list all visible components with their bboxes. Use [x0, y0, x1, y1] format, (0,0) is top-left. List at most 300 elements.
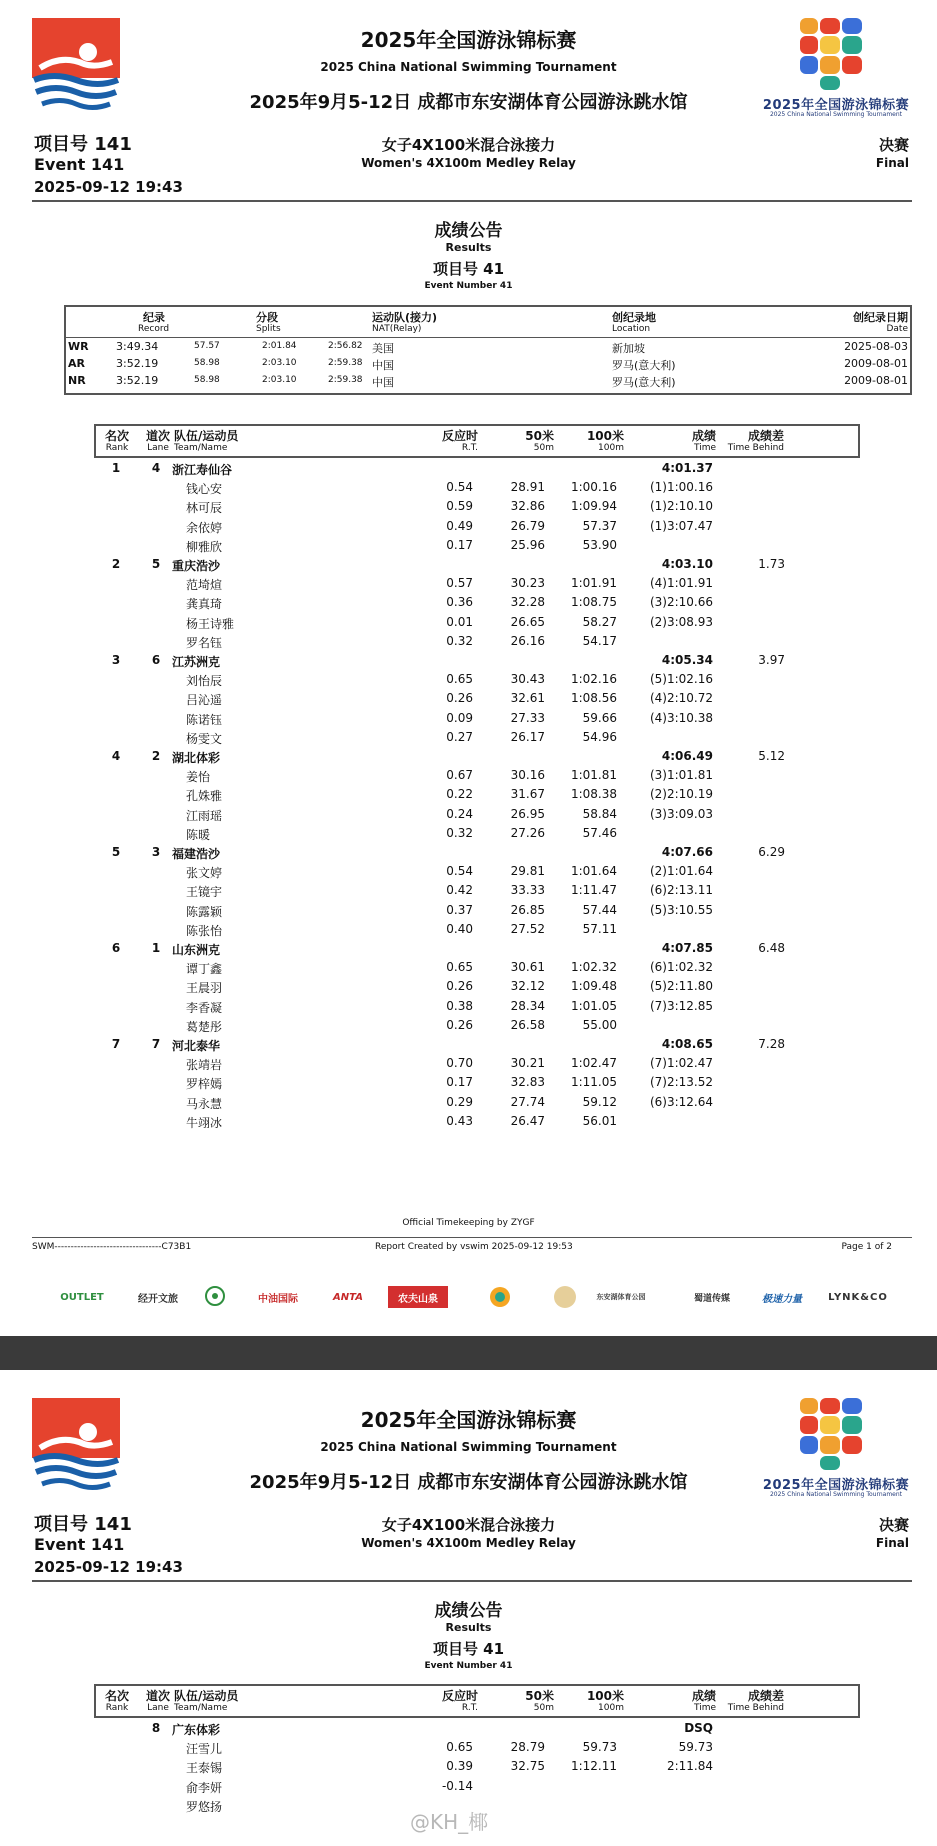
swimmer-row: [0, 1740, 937, 1759]
swimmer-name: 陈暖: [186, 827, 211, 842]
split-100m: 1:08.38: [570, 787, 617, 802]
event-datetime: 2025-09-12 19:43: [34, 1558, 183, 1576]
lane-header: 道次: [145, 429, 170, 443]
cumulative-time: (4)3:10.38: [649, 710, 713, 725]
title-en: 2025 China National Swimming Tournament: [320, 60, 617, 74]
team-time: DSQ: [684, 1721, 713, 1735]
time-behind: 6.48: [758, 941, 785, 955]
logo-subcaption: 2025 China National Swimming Tournament: [769, 111, 903, 118]
time-header-en: Time: [693, 443, 716, 453]
m50-header-en: 50m: [533, 1703, 554, 1713]
split-50m: 32.86: [510, 499, 545, 514]
cumulative-time: (5)2:11.80: [649, 979, 713, 994]
record-split-3: 2:59.38: [328, 375, 363, 385]
rank-header: 名次: [104, 1689, 129, 1703]
split-100m: 1:01.05: [570, 998, 617, 1013]
split-50m: 28.79: [510, 1740, 545, 1755]
record-location: 罗马(意大利): [612, 359, 676, 372]
swimmer-name: 王镜宇: [186, 885, 223, 900]
header-divider: [32, 1580, 912, 1582]
swimmer-name: 陈露颖: [186, 904, 223, 919]
sponsor-strip: [50, 1282, 895, 1312]
sponsor-zhongyou-logo: 中油国际: [258, 1293, 298, 1305]
split-100m: 1:11.47: [570, 883, 617, 898]
reaction-time: 0.29: [446, 1094, 473, 1109]
rt-header-en: R.T.: [461, 443, 478, 453]
team-row: [0, 461, 937, 480]
swimmer-row: [0, 672, 937, 691]
date-header: 创纪录日期: [853, 311, 908, 324]
swimmer-row: [0, 768, 937, 787]
event-no-en: Event Number 41: [424, 1661, 513, 1671]
swimmer-row: [0, 711, 937, 730]
record-split-1: 57.57: [194, 341, 220, 351]
swimmer-row: [0, 787, 937, 806]
split-100m: 54.17: [582, 633, 617, 648]
sponsor-speed-logo: 极速力量: [762, 1293, 802, 1305]
swimmer-row: [0, 615, 937, 634]
event-no-cn: 项目号 41: [432, 260, 505, 278]
rank-header-en: Rank: [105, 443, 129, 453]
split-100m: 1:09.94: [570, 499, 617, 514]
behind-header-en: Time Behind: [727, 1703, 784, 1713]
rec-header-en: Record: [138, 324, 170, 334]
time-header-en: Time: [693, 1703, 716, 1713]
results-title-cn: 成绩公告: [434, 221, 503, 241]
team-time: 4:01.37: [661, 461, 713, 475]
reaction-time: 0.24: [446, 806, 473, 821]
swimmer-name: 刘怡辰: [186, 674, 223, 689]
record-split-3: 2:59.38: [328, 358, 363, 368]
sponsor-shudao-logo: 蜀道传媒: [693, 1293, 730, 1304]
split-100m: 1:08.56: [570, 691, 617, 706]
split-50m: 25.96: [510, 537, 545, 552]
reaction-time: 0.65: [446, 672, 473, 687]
swimmer-name: 范埼煊: [186, 578, 223, 593]
reaction-time: 0.26: [446, 691, 473, 706]
venue: 2025年9月5-12日 成都市东安湖体育公园游泳跳水馆: [249, 1472, 688, 1493]
team-time: 4:06.49: [661, 749, 713, 763]
record-nat: 中国: [372, 376, 394, 389]
cumulative-time: 2:11.84: [666, 1759, 713, 1774]
split-100m: 1:02.16: [570, 672, 617, 687]
reaction-time: 0.32: [446, 633, 473, 648]
swimmer-row: [0, 1075, 937, 1094]
event-number-en: Event 141: [34, 155, 125, 174]
cumulative-time: (2)2:10.19: [649, 787, 713, 802]
cumulative-time: (5)3:10.55: [649, 902, 713, 917]
split-100m: 57.46: [582, 825, 617, 840]
record-nat: 美国: [372, 342, 394, 355]
splits-header: 分段: [256, 311, 278, 324]
team-row: [0, 749, 937, 768]
split-100m: 1:08.75: [570, 595, 617, 610]
swimmer-row: [0, 576, 937, 595]
swimmer-row: [0, 1095, 937, 1114]
page-separator: [0, 1336, 937, 1370]
swimmer-name: 柳雅欣: [186, 539, 223, 554]
lane: 5: [151, 557, 161, 571]
reaction-time: 0.70: [446, 1056, 473, 1071]
logo-caption: 2025年全国游泳锦标赛: [762, 1478, 910, 1493]
split-100m: 1:12.11: [570, 1759, 617, 1774]
swimmer-row: [0, 1779, 937, 1798]
time-behind: 3.97: [758, 653, 785, 667]
reaction-time: 0.54: [446, 864, 473, 879]
split-100m: 55.00: [582, 1017, 617, 1032]
rank: 1: [111, 461, 121, 475]
reaction-time: 0.40: [446, 921, 473, 936]
venue: 2025年9月5-12日 成都市东安湖体育公园游泳跳水馆: [249, 92, 688, 113]
split-50m: 26.17: [510, 729, 545, 744]
sponsor-nongfu-logo: 农夫山泉: [388, 1286, 448, 1308]
swimmer-row: [0, 960, 937, 979]
time-header: 成绩: [691, 429, 716, 443]
swimmer-name: 余依婷: [186, 520, 223, 535]
lane: 7: [151, 1037, 161, 1051]
split-100m: 1:01.91: [570, 576, 617, 591]
event-number-cn: 项目号 141: [34, 1514, 132, 1535]
reaction-time: 0.54: [446, 480, 473, 495]
record-location: 新加坡: [612, 342, 645, 355]
rank: 6: [111, 941, 121, 955]
swimmer-row: [0, 864, 937, 883]
race-name-cn: 女子4X100米混合泳接力: [381, 1516, 556, 1534]
swimmer-row: [0, 1759, 937, 1778]
team-row: [0, 1037, 937, 1056]
reaction-time: 0.43: [446, 1113, 473, 1128]
reaction-time: 0.17: [446, 1075, 473, 1090]
title-en: 2025 China National Swimming Tournament: [320, 1440, 617, 1454]
m50-header: 50米: [525, 429, 554, 443]
nat-header: 运动队(接力): [372, 311, 438, 324]
cumulative-time: (1)2:10.10: [649, 499, 713, 514]
results-title-en: Results: [445, 1621, 492, 1634]
rank: 7: [111, 1037, 121, 1051]
swimmer-name: 谭丁鑫: [186, 962, 223, 977]
swimmer-name: 葛楚彤: [186, 1019, 223, 1034]
swimmer-name: 吕沁遥: [186, 693, 223, 708]
record-split-1: 58.98: [194, 358, 220, 368]
split-100m: 58.27: [582, 614, 617, 629]
split-50m: 33.33: [510, 883, 545, 898]
team-row: [0, 653, 937, 672]
split-100m: 57.37: [582, 518, 617, 533]
cumulative-time: (7)1:02.47: [649, 1056, 713, 1071]
cumulative-time: (6)3:12.64: [649, 1094, 713, 1109]
team-row: [0, 845, 937, 864]
record-date: 2025-08-03: [844, 340, 908, 353]
split-100m: 56.01: [582, 1113, 617, 1128]
swimmer-name: 李香凝: [186, 1000, 223, 1015]
split-100m: 53.90: [582, 537, 617, 552]
split-50m: 27.74: [510, 1094, 545, 1109]
swimmer-name: 张靖岩: [186, 1058, 223, 1073]
team-time: 4:03.10: [661, 557, 713, 571]
swimmer-row: [0, 1056, 937, 1075]
team-name: 广东体彩: [172, 1723, 221, 1737]
split-50m: 32.75: [510, 1759, 545, 1774]
footer-page: Page 1 of 2: [841, 1242, 892, 1252]
split-100m: 59.12: [582, 1094, 617, 1109]
records-header-divider: [66, 337, 910, 338]
cumulative-time: (6)1:02.32: [649, 960, 713, 975]
record-split-2: 2:03.10: [262, 375, 297, 385]
time-behind: 1.73: [758, 557, 785, 571]
rank: 4: [111, 749, 121, 763]
reaction-time: 0.22: [446, 787, 473, 802]
reaction-time: 0.38: [446, 998, 473, 1013]
swimmer-row: [0, 595, 937, 614]
results-column-header: [94, 424, 860, 458]
swimmer-name: 马永慧: [186, 1096, 223, 1111]
swimmer-name: 罗悠扬: [186, 1799, 223, 1814]
race-name-en: Women's 4X100m Medley Relay: [361, 156, 576, 170]
time-behind: 5.12: [758, 749, 785, 763]
swimmer-row: [0, 979, 937, 998]
team-time: 4:07.85: [661, 941, 713, 955]
results-column-header: [94, 1684, 860, 1718]
lane: 6: [151, 653, 161, 667]
cumulative-time: (5)1:02.16: [649, 672, 713, 687]
record-location: 罗马(意大利): [612, 376, 676, 389]
swimmer-name: 龚真琦: [186, 597, 223, 612]
event-datetime: 2025-09-12 19:43: [34, 178, 183, 196]
event-no-en: Event Number 41: [424, 281, 513, 291]
behind-header: 成绩差: [747, 429, 784, 443]
reaction-time: 0.39: [446, 1759, 473, 1774]
record-type: NR: [68, 374, 86, 387]
round-cn: 决赛: [878, 1516, 909, 1534]
lane: 8: [151, 1721, 161, 1735]
team-name: 江苏洲克: [172, 655, 221, 669]
location-header: 创纪录地: [612, 311, 656, 324]
rank-header: 名次: [104, 429, 129, 443]
cumulative-time: (3)3:09.03: [649, 806, 713, 821]
behind-header-en: Time Behind: [727, 443, 784, 453]
title-cn: 2025年全国游泳锦标赛: [360, 1408, 577, 1432]
lane-header-en: Lane: [147, 443, 169, 453]
m50-header: 50米: [525, 1689, 554, 1703]
reaction-time: 0.57: [446, 576, 473, 591]
cumulative-time: (3)2:10.66: [649, 595, 713, 610]
sponsor-circle-icon: [470, 1282, 530, 1312]
rank: 5: [111, 845, 121, 859]
cumulative-time: (7)3:12.85: [649, 998, 713, 1013]
round-cn: 决赛: [878, 136, 909, 154]
record-time: 3:52.19: [116, 357, 159, 370]
team-name: 河北泰华: [172, 1039, 221, 1053]
rt-header: 反应时: [441, 1689, 478, 1703]
results-title-en: Results: [445, 241, 492, 254]
swimmer-name: 姜怡: [186, 770, 211, 785]
event-number-cn: 项目号 141: [34, 134, 132, 155]
team-header-en: Team/Name: [174, 1703, 228, 1713]
record-nat: 中国: [372, 359, 394, 372]
record-date: 2009-08-01: [844, 374, 908, 387]
logo-subcaption: 2025 China National Swimming Tournament: [769, 1491, 903, 1498]
split-50m: 30.61: [510, 960, 545, 975]
team-name: 山东洲克: [172, 943, 221, 957]
swimmer-row: [0, 807, 937, 826]
swimmer-name: 陈张怡: [186, 923, 223, 938]
swimmer-row: [0, 480, 937, 499]
lane: 1: [151, 941, 161, 955]
split-100m: 1:11.05: [570, 1075, 617, 1090]
split-50m: 30.23: [510, 576, 545, 591]
m50-header-en: 50m: [533, 443, 554, 453]
split-100m: 58.84: [582, 806, 617, 821]
split-50m: 28.91: [510, 480, 545, 495]
reaction-time: -0.14: [441, 1778, 473, 1793]
reaction-time: 0.49: [446, 518, 473, 533]
split-100m: 1:09.48: [570, 979, 617, 994]
reaction-time: 0.65: [446, 1740, 473, 1755]
reaction-time: 0.59: [446, 499, 473, 514]
record-split-2: 2:03.10: [262, 358, 297, 368]
lane: 4: [151, 461, 161, 475]
lane: 3: [151, 845, 161, 859]
event-no-cn: 项目号 41: [432, 1640, 505, 1658]
footer-divider: [32, 1237, 912, 1238]
record-split-3: 2:56.82: [328, 341, 363, 351]
footer-code: SWM---------------------------------C73B1: [32, 1242, 192, 1252]
team-header: 队伍/运动员: [174, 429, 239, 443]
swimmer-name: 俞李妍: [186, 1780, 223, 1795]
record-split-1: 58.98: [194, 375, 220, 385]
sponsor-outlet-logo: OUTLET: [60, 1291, 104, 1303]
swimmer-row: [0, 903, 937, 922]
rank-header-en: Rank: [105, 1703, 129, 1713]
split-50m: 26.79: [510, 518, 545, 533]
reaction-time: 0.32: [446, 825, 473, 840]
swimmer-name: 罗梓嫣: [186, 1077, 223, 1092]
swimmer-row: [0, 519, 937, 538]
swimmer-name: 林可辰: [186, 501, 223, 516]
cumulative-time: (1)3:07.47: [649, 518, 713, 533]
rank: 3: [111, 653, 121, 667]
cumulative-time: 59.73: [678, 1740, 713, 1755]
race-name-en: Women's 4X100m Medley Relay: [361, 1536, 576, 1550]
swimmer-name: 汪雪儿: [186, 1742, 223, 1757]
team-header: 队伍/运动员: [174, 1689, 239, 1703]
record-time: 3:52.19: [116, 374, 159, 387]
split-50m: 26.65: [510, 614, 545, 629]
split-50m: 26.58: [510, 1017, 545, 1032]
team-name: 福建浩沙: [172, 847, 221, 861]
swimmer-row: [0, 730, 937, 749]
reaction-time: 0.27: [446, 729, 473, 744]
split-50m: 26.47: [510, 1113, 545, 1128]
cumulative-time: (4)2:10.72: [649, 691, 713, 706]
team-time: 4:07.66: [661, 845, 713, 859]
cumulative-time: (6)2:13.11: [649, 883, 713, 898]
split-100m: 54.96: [582, 729, 617, 744]
split-50m: 27.26: [510, 825, 545, 840]
swimmer-name: 孔姝雅: [186, 789, 223, 804]
swimmer-row: [0, 826, 937, 845]
sponsor-lynk-logo: LYNK&CO: [828, 1291, 888, 1303]
watermark: @KH_椰: [410, 1810, 489, 1834]
swimmer-row: [0, 691, 937, 710]
swimmer-name: 江雨瑶: [186, 808, 223, 823]
round-en: Final: [875, 1536, 909, 1550]
split-50m: 32.83: [510, 1075, 545, 1090]
split-50m: 32.28: [510, 595, 545, 610]
time-behind: 6.29: [758, 845, 785, 859]
split-100m: 57.44: [582, 902, 617, 917]
swimmer-name: 杨王诗雅: [186, 616, 235, 631]
reaction-time: 0.09: [446, 710, 473, 725]
reaction-time: 0.26: [446, 979, 473, 994]
team-row: [0, 941, 937, 960]
team-time: 4:08.65: [661, 1037, 713, 1051]
cumulative-time: (1)1:00.16: [649, 480, 713, 495]
team-row: [0, 557, 937, 576]
nat-header-en: NAT(Relay): [372, 324, 422, 334]
split-50m: 27.52: [510, 921, 545, 936]
split-50m: 28.34: [510, 998, 545, 1013]
swimmer-name: 罗名钰: [186, 635, 223, 650]
cumulative-time: (2)3:08.93: [649, 614, 713, 629]
reaction-time: 0.42: [446, 883, 473, 898]
split-100m: 1:00.16: [570, 480, 617, 495]
swimmer-row: [0, 922, 937, 941]
sponsor-jingkai-logo: 经开文旅: [138, 1293, 178, 1305]
reaction-time: 0.36: [446, 595, 473, 610]
split-50m: 32.61: [510, 691, 545, 706]
reaction-time: 0.37: [446, 902, 473, 917]
team-name: 湖北体彩: [172, 751, 221, 765]
swimmer-name: 牛翊冰: [186, 1115, 223, 1130]
team-name: 浙江寿仙谷: [172, 463, 233, 477]
swimmer-row: [0, 883, 937, 902]
location-header-en: Location: [612, 324, 651, 334]
m100-header-en: 100m: [598, 443, 624, 453]
swimmer-row: [0, 538, 937, 557]
record-time: 3:49.34: [116, 340, 159, 353]
rt-header: 反应时: [441, 429, 478, 443]
sponsor-emblem-icon: [202, 1282, 228, 1312]
split-50m: 26.95: [510, 806, 545, 821]
split-100m: 57.11: [582, 921, 617, 936]
sponsor-dongan-logo: 东安湖体育公园: [596, 1293, 646, 1301]
team-name: 重庆浩沙: [172, 559, 221, 573]
swimmer-row: [0, 634, 937, 653]
results-page-2: [0, 1370, 937, 1846]
split-50m: 31.67: [510, 787, 545, 802]
race-name-cn: 女子4X100米混合泳接力: [381, 136, 556, 154]
lane: 2: [151, 749, 161, 763]
swimmer-name: 张文婷: [186, 866, 223, 881]
reaction-time: 0.17: [446, 537, 473, 552]
split-50m: 26.85: [510, 902, 545, 917]
title-cn: 2025年全国游泳锦标赛: [360, 28, 577, 52]
split-100m: 1:02.47: [570, 1056, 617, 1071]
m100-header: 100米: [586, 1689, 624, 1703]
team-time: 4:05.34: [661, 653, 713, 667]
results-title-cn: 成绩公告: [434, 1601, 503, 1621]
date-header-en: Date: [886, 324, 908, 334]
split-100m: 1:01.64: [570, 864, 617, 879]
swimmer-name: 钱心安: [186, 482, 223, 497]
reaction-time: 0.67: [446, 768, 473, 783]
footer-report: Report Created by vswim 2025-09-12 19:53: [375, 1242, 573, 1252]
swimmer-name: 王晨羽: [186, 981, 223, 996]
record-type: WR: [68, 340, 89, 353]
timekeeping-note: Official Timekeeping by ZYGF: [402, 1218, 535, 1228]
split-100m: 1:02.32: [570, 960, 617, 975]
